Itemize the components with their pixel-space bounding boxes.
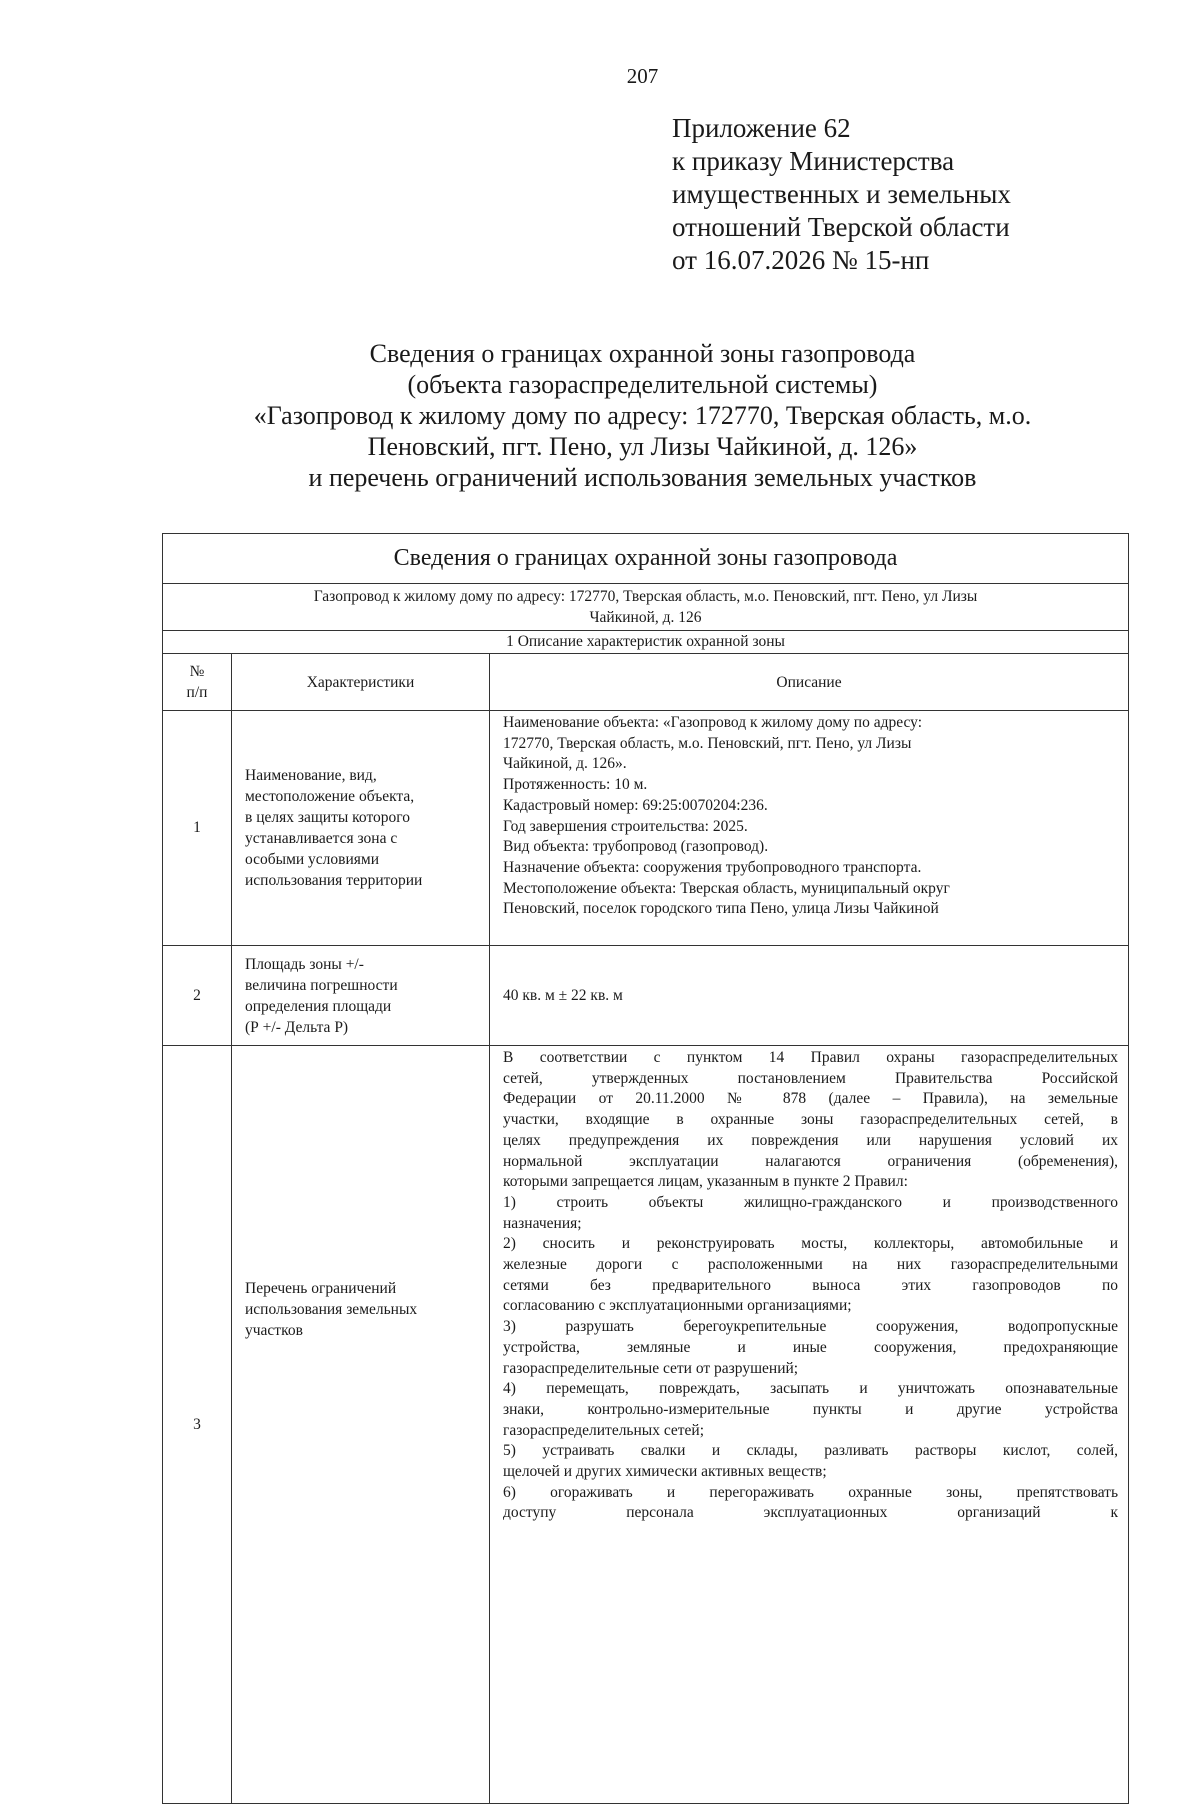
desc-line: Назначение объекта: сооружения трубопроводного транспорта. — [503, 858, 922, 876]
desc-line: участки, входящие в охранные зоны газораспределительных сетей, в — [503, 1111, 1119, 1129]
desc-line: 172770, Тверская область, м.о. Пеновский, пгт. Пено, ул Лизы — [503, 734, 912, 752]
desc-line: Вид объекта: трубопровод (газопровод). — [503, 838, 769, 856]
title-line: (объекта газораспределительной системы) — [407, 370, 878, 399]
char-line: местоположение объекта, — [245, 788, 415, 805]
header-line: № — [189, 663, 205, 680]
row-number: 2 — [163, 946, 232, 1046]
page-number: 207 — [626, 64, 659, 88]
object-name-line: Газопровод к жилому дому по адресу: 172770, Тверская область, м.о. Пеновский, пгт. Пено, ул Лизы — [313, 588, 978, 605]
row-characteristic — [232, 1046, 490, 1804]
char-line: определения площади — [245, 997, 392, 1015]
desc-line: Пеновский, поселок городского типа Пено, улица Лизы Чайкиной — [503, 900, 939, 918]
desc-line: целях предупреждения их повреждения или нарушения условий их — [503, 1131, 1119, 1149]
desc-line: железные дороги с расположенными на них газораспределительными — [503, 1256, 1119, 1274]
appendix-line: к приказу Министерства — [672, 146, 955, 176]
row-description — [490, 1046, 1129, 1804]
zone-table — [162, 533, 1129, 1804]
title-line: Сведения о границах охранной зоны газопровода — [369, 339, 916, 368]
desc-line: 1) строить объекты жилищно-гражданского и производственного — [503, 1193, 1119, 1211]
desc-line: щелочей и других химически активных веществ; — [503, 1463, 827, 1481]
char-line: особыми условиями — [245, 851, 380, 868]
appendix-line: от 16.07.2026 № 15-нп — [672, 245, 930, 275]
desc-line: Чайкиной, д. 126». — [503, 755, 627, 773]
column-header-number — [163, 654, 232, 711]
desc-line: назначения; — [503, 1214, 582, 1232]
desc-line: согласованию с эксплуатационными организациями; — [503, 1297, 852, 1315]
char-line: использования земельных — [245, 1301, 418, 1318]
desc-line: сетей, утвержденных постановлением Правительства Российской — [503, 1069, 1119, 1087]
document-title — [0, 338, 1200, 493]
desc-line: Год завершения строительства: 2025. — [503, 817, 748, 835]
desc-line: Наименование объекта: «Газопровод к жилому дому по адресу: — [503, 714, 923, 731]
column-header-description: Описание — [490, 654, 1129, 711]
row-characteristic — [232, 946, 490, 1046]
desc-line: 2) сносить и реконструировать мосты, коллекторы, автомобильные и — [503, 1235, 1119, 1253]
desc-line: Протяженность: 10 м. — [503, 776, 648, 794]
char-line: (Р +/- Дельта Р) — [245, 1018, 349, 1036]
char-line: величина погрешности — [245, 976, 398, 994]
desc-line: 5) устраивать свалки и склады, разливать растворы кислот, солей, — [503, 1442, 1119, 1460]
desc-line: Кадастровый номер: 69:25:0070204:236. — [503, 796, 768, 814]
desc-line: газораспределительные сети от разрушений; — [503, 1359, 799, 1377]
desc-line: которыми запрещается лицам, указанным в пункте 2 Правил: — [503, 1173, 908, 1191]
appendix-reference — [672, 112, 1011, 277]
desc-line: нормальной эксплуатации налагаются ограничения (обременения), — [503, 1152, 1119, 1170]
desc-line: Местоположение объекта: Тверская область, муниципальный округ — [503, 879, 950, 897]
char-line: Площадь зоны +/- — [245, 955, 364, 973]
desc-line: газораспределительных сетей; — [503, 1421, 705, 1439]
char-line: Наименование, вид, — [245, 767, 377, 784]
char-line: использования территории — [245, 872, 423, 889]
appendix-line: имущественных и земельных — [672, 179, 1011, 209]
appendix-line: Приложение 62 — [672, 113, 851, 143]
row-description — [490, 946, 1129, 1046]
row-description — [490, 711, 1129, 946]
appendix-line: отношений Тверской области — [672, 212, 1010, 242]
object-name-row — [163, 584, 1129, 631]
section-title: 1 Описание характеристик охранной зоны — [163, 631, 1129, 654]
char-line: устанавливается зона с — [245, 830, 398, 847]
table-row — [163, 1046, 1129, 1804]
table-main-header: Сведения о границах охранной зоны газопровода — [163, 534, 1129, 584]
desc-line: 40 кв. м ± 22 кв. м — [503, 987, 623, 1005]
table-row — [163, 946, 1129, 1046]
desc-line: доступу персонала эксплуатационных организаций к — [503, 1504, 1119, 1522]
object-name-line: Чайкиной, д. 126 — [589, 609, 702, 626]
desc-line: 3) разрушать берегоукрепительные сооружения, водопропускные — [503, 1318, 1119, 1336]
desc-line: Федерации от 20.11.2000 № 878 (далее – Правила), на земельные — [503, 1090, 1119, 1108]
row-number: 3 — [163, 1046, 232, 1804]
desc-line: сетями без предварительного выноса этих газопроводов по — [503, 1276, 1119, 1294]
desc-line: 4) перемещать, повреждать, засыпать и уничтожать опознавательные — [503, 1380, 1119, 1398]
table-row — [163, 711, 1129, 946]
row-number: 1 — [163, 711, 232, 946]
row-characteristic — [232, 711, 490, 946]
desc-line: знаки, контрольно-измерительные пункты и другие устройства — [503, 1400, 1119, 1418]
char-line: Перечень ограничений — [245, 1280, 397, 1297]
title-line: и перечень ограничений использования земельных участков — [308, 463, 977, 492]
char-line: в целях защиты которого — [245, 809, 410, 826]
char-line: участков — [245, 1322, 303, 1339]
header-line: п/п — [186, 684, 208, 701]
desc-line: В соответствии с пунктом 14 Правил охраны газораспределительных — [503, 1049, 1119, 1066]
title-line: Пеновский, пгт. Пено, ул Лизы Чайкиной, д. 126» — [367, 432, 918, 461]
title-line: «Газопровод к жилому дому по адресу: 172770, Тверская область, м.о. — [253, 401, 1032, 430]
column-header-characteristics: Характеристики — [232, 654, 490, 711]
desc-line: устройства, земляные и иные сооружения, предохраняющие — [503, 1338, 1119, 1356]
desc-line: 6) огораживать и перегораживать охранные зоны, препятствовать — [503, 1483, 1119, 1501]
